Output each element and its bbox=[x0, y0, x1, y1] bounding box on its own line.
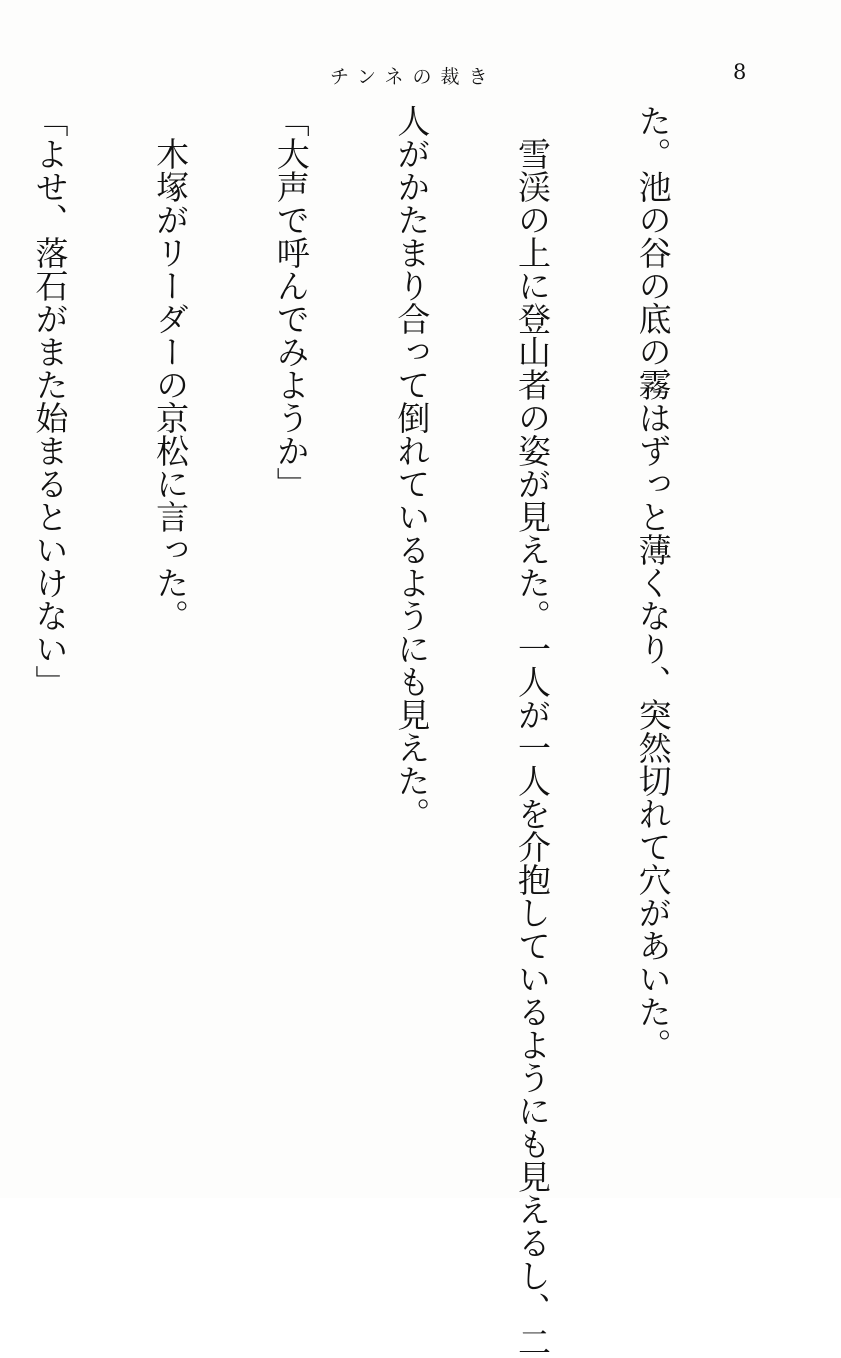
text-line: 「よせ、落石がまた始まるといけない」 bbox=[30, 104, 70, 698]
text-line: た。池の谷の底の霧はずっと薄くなり、突然切れて穴があいた。 bbox=[633, 104, 673, 1061]
running-title: チンネの裁き bbox=[330, 66, 497, 88]
vertical-body-text bbox=[0, 104, 753, 1358]
text-line: 「大声で呼んでみようか」 bbox=[271, 104, 311, 500]
text-line: 木塚がリーダーの京松に言った。 bbox=[151, 104, 191, 632]
text-line: 人がかたまり合って倒れているようにも見えた。 bbox=[392, 104, 432, 830]
text-line: 雪渓の上に登山者の姿が見えた。一人が一人を介抱しているようにも見えるし、二 bbox=[512, 104, 552, 1358]
page-number: 8 bbox=[733, 60, 747, 84]
